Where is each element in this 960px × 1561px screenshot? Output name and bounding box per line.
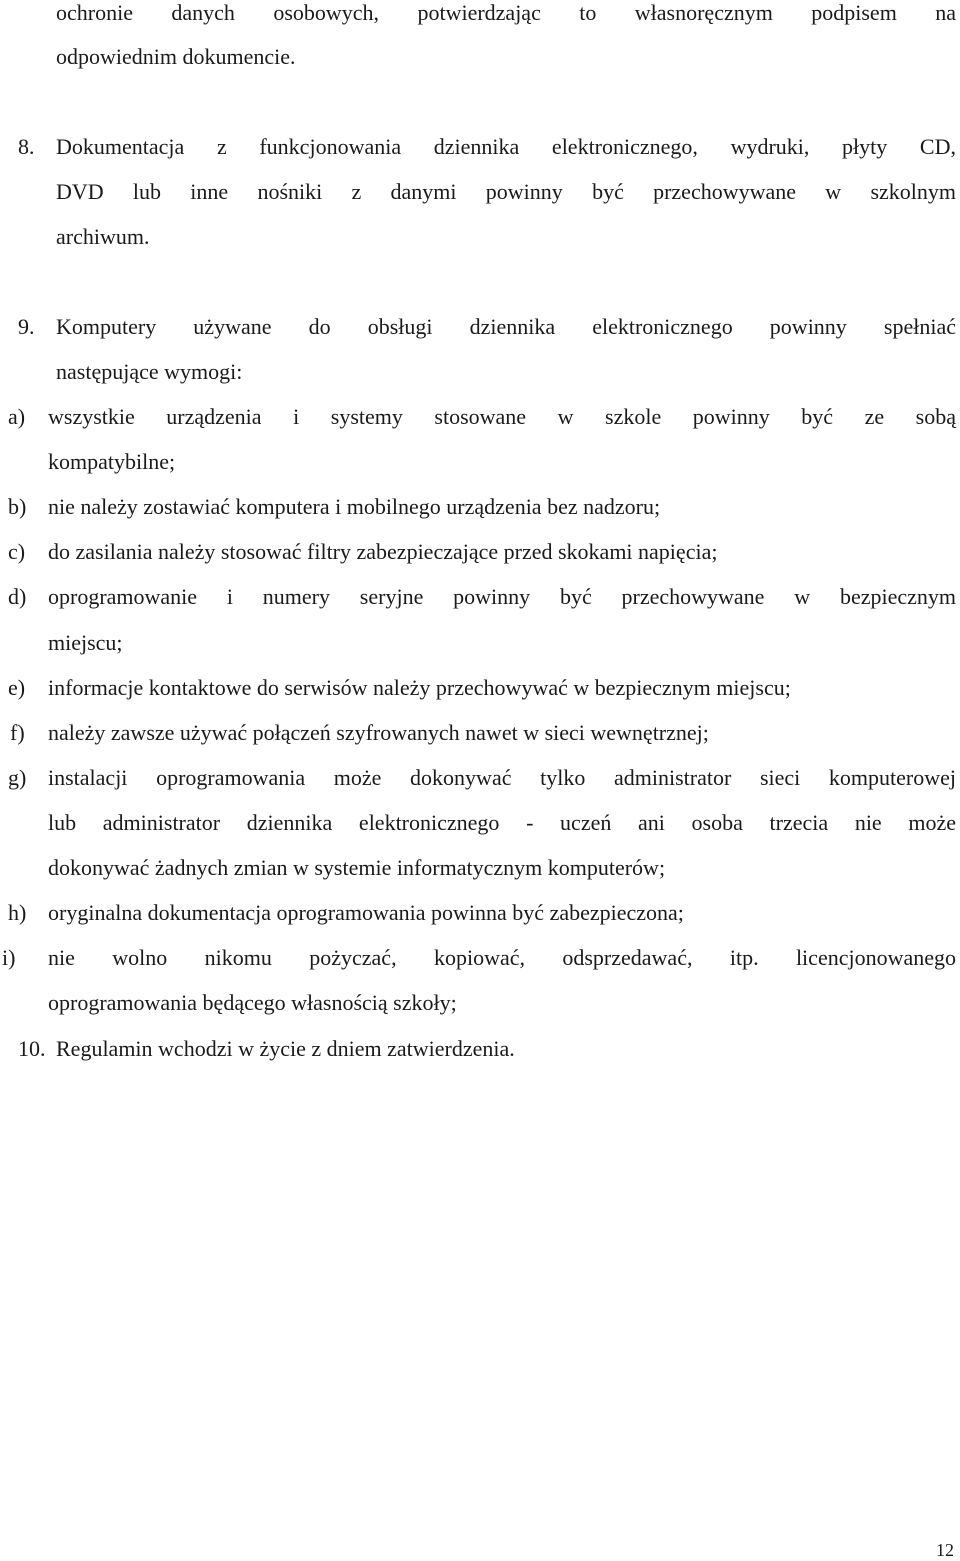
subitem-marker: e)	[8, 675, 26, 700]
subitem-text: wszystkie urządzenia i systemy stosowane w szkole powinny być ze sobą	[48, 404, 956, 429]
subitem-marker: i)	[2, 945, 16, 970]
subitem-marker: h)	[8, 900, 27, 925]
item-text: DVD lub inne nośniki z danymi powinny być przechowywane w szkolnym	[56, 179, 956, 204]
subitem-marker: c)	[8, 539, 26, 564]
subitem-text: nie należy zostawiać komputera i mobilnego urządzenia bez nadzoru;	[48, 494, 661, 519]
subitem-text: lub administrator dziennika elektronicznego - uczeń ani osoba trzecia nie może	[48, 810, 956, 835]
subitem-text: należy zawsze używać połączeń szyfrowanych nawet w sieci wewnętrznej;	[48, 720, 709, 745]
subitem-marker: d)	[8, 584, 27, 609]
subitem-text: informacje kontaktowe do serwisów należy przechowywać w bezpiecznym miejscu;	[48, 675, 791, 700]
subitem-text: nie wolno nikomu pożyczać, kopiować, odsprzedawać, itp. licencjonowanego	[48, 945, 956, 970]
subitem-marker: g)	[8, 765, 27, 790]
subitem-text: instalacji oprogramowania może dokonywać tylko administrator sieci komputerowej	[48, 765, 956, 790]
subitem-text: oprogramowanie i numery seryjne powinny być przechowywane w bezpiecznym	[48, 584, 956, 609]
item-text: Dokumentacja z funkcjonowania dziennika elektronicznego, wydruki, płyty CD,	[56, 134, 956, 159]
intro-line: ochronie danych osobowych, potwierdzając to własnoręcznym podpisem na	[56, 0, 956, 25]
subitem-marker: a)	[8, 404, 26, 429]
item-text: następujące wymogi:	[56, 359, 243, 384]
item-number: 9.	[18, 314, 35, 339]
subitem-text: miejscu;	[48, 630, 123, 655]
subitem-text: do zasilania należy stosować filtry zabezpieczające przed skokami napięcia;	[48, 539, 718, 564]
subitem-text: oryginalna dokumentacja oprogramowania powinna być zabezpieczona;	[48, 900, 684, 925]
subitem-marker: b)	[8, 494, 27, 519]
subitem-text: kompatybilne;	[48, 449, 176, 474]
subitem-text: oprogramowania będącego własnością szkoły;	[48, 990, 457, 1015]
page-number: 12	[936, 1540, 954, 1560]
subitem-marker: f)	[10, 720, 25, 745]
intro-line: odpowiednim dokumencie.	[56, 44, 296, 69]
item-number: 8.	[18, 134, 35, 159]
item-text: archiwum.	[56, 224, 150, 249]
item-number: 10.	[18, 1036, 46, 1061]
item-text: Regulamin wchodzi w życie z dniem zatwierdzenia.	[56, 1036, 515, 1061]
item-text: Komputery używane do obsługi dziennika elektronicznego powinny spełniać	[56, 314, 956, 339]
subitem-text: dokonywać żadnych zmian w systemie informatycznym komputerów;	[48, 855, 666, 880]
